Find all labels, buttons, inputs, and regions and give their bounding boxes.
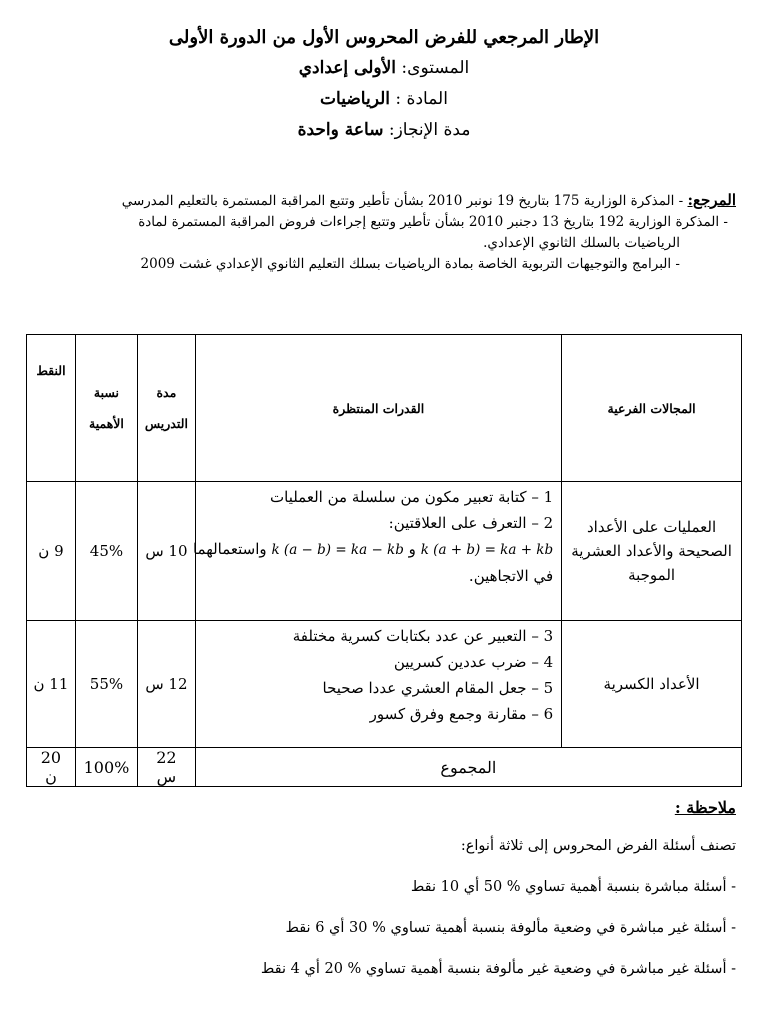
- points-cell: 11 ن: [27, 621, 76, 748]
- note-item: - أسئلة غير مباشرة في وضعية مألوفة بنسبة أهمية تساوي % 30 أي 6 نقط: [285, 920, 736, 936]
- total-duration: 22 س: [138, 748, 196, 787]
- header-duration-line-2: التدريس: [144, 416, 188, 431]
- header-duration: [138, 335, 196, 482]
- note-intro: تصنف أسئلة الفرض المحروس إلى ثلاثة أنواع:: [460, 838, 736, 854]
- capacity-item: 1 – كتابة تعبير مكون من سلسلة من العمليات: [270, 488, 554, 506]
- formula-distributive-difference: k (a − b) = ka − kb: [271, 542, 404, 558]
- weight-cell: 55%: [75, 621, 137, 748]
- level-label: المستوى:: [401, 58, 470, 78]
- capacity-item: 2 – التعرف على العلاقتين:: [388, 514, 554, 532]
- references-section: [30, 190, 736, 275]
- reference-text-1: - المذكرة الوزارية 175 بتاريخ 19 نونبر 2010 بشأن تأطير وتتبع المراقبة المستمرة بالتعليم المدرسي: [121, 193, 684, 209]
- formula-connector: و: [408, 540, 416, 558]
- level-line: [100, 53, 668, 84]
- subject-label: المادة :: [395, 89, 448, 109]
- duration-label: مدة الإنجاز:: [388, 120, 471, 140]
- capacity-item: 4 – ضرب عددين كسريين: [393, 653, 554, 671]
- reference-line-2: - المذكرة الوزارية 192 بتاريخ 13 دجنبر 2010 بشأن تأطير وتتبع إجراءات فروض المراقبة المستمرة لمادة: [138, 214, 728, 230]
- table-row: [27, 482, 742, 621]
- table-total-row: [27, 748, 742, 787]
- subject-value: الرياضيات: [320, 89, 390, 109]
- note-heading: ملاحظة :: [674, 798, 736, 817]
- reference-table: [26, 334, 742, 787]
- note-item: - أسئلة غير مباشرة في وضعية غير مألوفة بنسبة أهمية تساوي % 20 أي 4 نقط: [260, 961, 736, 977]
- total-label: المجموع: [195, 748, 741, 787]
- document-header: [100, 22, 668, 146]
- capacities-cell: [195, 621, 561, 748]
- total-points: 20 ن: [27, 748, 76, 787]
- duration-line: [100, 115, 668, 146]
- level-value: الأولى إعدادي: [298, 58, 397, 78]
- duration-cell: 10 س: [138, 482, 196, 621]
- capacity-item: 6 – مقارنة وجمع وفرق كسور: [369, 705, 554, 723]
- header-weight-line-2: الأهمية: [89, 416, 124, 431]
- duration-value: ساعة واحدة: [297, 120, 384, 140]
- total-weight: 100%: [75, 748, 137, 787]
- header-duration-line-1: مدة: [156, 385, 177, 400]
- document-title: الإطار المرجعي للفرض المحروس الأول من الدورة الأولى: [168, 27, 600, 48]
- header-capacities: القدرات المنتظرة: [195, 335, 561, 482]
- table-row: [27, 621, 742, 748]
- capacity-item: 3 – التعبير عن عدد بكتابات كسرية مختلفة: [292, 627, 554, 645]
- subject-line: [100, 84, 668, 115]
- capacity-formula-line: [192, 536, 554, 563]
- note-item: - أسئلة مباشرة بنسبة أهمية تساوي % 50 أي 10 نقط: [410, 879, 736, 895]
- reference-line-2-continued: الرياضيات بالسلك الثانوي الإعدادي.: [483, 235, 680, 251]
- header-points: النقط: [27, 335, 76, 482]
- reference-line-1: [30, 190, 736, 212]
- duration-cell: 12 س: [138, 621, 196, 748]
- capacities-cell: [192, 482, 561, 621]
- capacity-item: 5 – جعل المقام العشري عددا صحيحا: [322, 679, 554, 697]
- reference-line-3: - البرامج والتوجيهات التربوية الخاصة بمادة الرياضيات بسلك التعليم الثانوي الإعدادي غشت 2009: [140, 256, 680, 272]
- points-cell: 9 ن: [27, 482, 76, 621]
- domain-cell: الأعداد الكسرية: [562, 621, 742, 748]
- formula-tail: واستعمالهما: [192, 540, 267, 558]
- header-domains: المجالات الفرعية: [562, 335, 742, 482]
- table-header-row: [27, 335, 742, 482]
- weight-cell: 45%: [75, 482, 137, 621]
- formula-distributive-sum: k (a + b) = ka + kb: [420, 542, 554, 558]
- references-label: المرجع:: [687, 191, 736, 209]
- header-weight: [75, 335, 137, 482]
- header-weight-line-1: نسبة: [93, 385, 120, 400]
- note-section: [30, 798, 736, 999]
- capacity-item-end: في الاتجاهين.: [468, 567, 554, 585]
- domain-cell: العمليات على الأعداد الصحيحة والأعداد العشرية الموجبة: [562, 482, 742, 621]
